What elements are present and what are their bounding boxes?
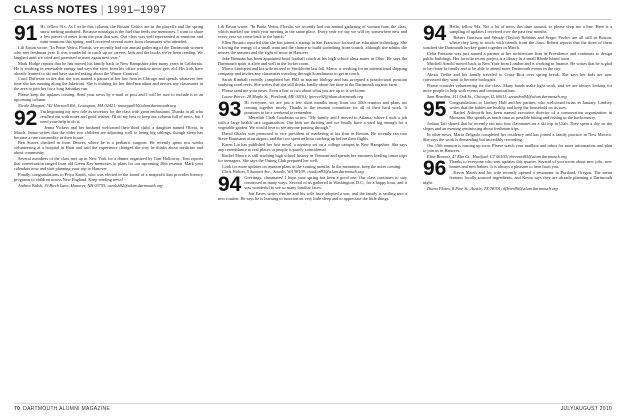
paragraph: In other news, Maria Delgado completed her residency and has joined a family practice in New Mexico. She says the work is demanding but incredibly rewarding. xyxy=(423,131,612,142)
class-secretary-contact: Diana Flores, 8 Pine St., Austin, TX 78701; dflores96@alum.dartmouth.org xyxy=(427,185,558,191)
class-year-number: 91 xyxy=(14,24,38,45)
paragraph: Please consider volunteering for the class. Many hands make light work, and we are always looking for more people to help with events and communications. xyxy=(423,82,612,93)
paragraph: Look for more updates on reunion plans in the coming months. In the meantime, keep the notes coming. xyxy=(222,163,402,169)
section-title-text: CLASS NOTES xyxy=(14,4,98,16)
issue-date: JULY/AUGUST 2010 xyxy=(560,406,612,412)
paragraph: Lili Eason wrote: "In Ponte Vedra, Florida, we recently had our annual gathering of women from the class, which marked our tenth year meeting in the same place. Every year we say we will try somewhere new and every year we come back to the beach." xyxy=(218,24,407,39)
paragraph: Mark Hodge reports that he has moved his family back to New Hampshire after many years in California. He is working in renewable energy and says the view from his office window never gets old. His kids have already learned to ski and have started asking about the Winter Carnival. xyxy=(14,60,203,76)
class-year-number: 92 xyxy=(14,106,38,130)
paragraph: Robert Garrison and Wendy (Taylor) Robbins and Sergei Pavlov are all still in Boston, where they keep in touch with friends from the class. Robert reports that the three of them watched the Dartmouth hockey game together in March. xyxy=(423,34,612,50)
page-header xyxy=(14,5,612,20)
paragraph: Please send me your news. Even a line or two about what you are up to is welcome. xyxy=(222,87,367,93)
class-secretary-contact: Nicole Morgan, 742 Hartwell Rd., Lexington, MA 02421; nmorgan91@alum.dartmouth.org xyxy=(18,102,176,108)
paragraph: Celia Fontaine was just named a partner at her architecture firm in Providence and continues to design public buildings. Her favorite recent project is a library in a small Rhode Island town. xyxy=(423,50,612,61)
paragraph: Marco Lindqvist and his wife moved to Stockholm last fall. Marco is working for an international shipping company and invites any classmates traveling through Scandinavia to get in touch. xyxy=(218,66,407,77)
class-secretary-contact: Andrea Walsh, 19 Birch Lane, Hanover, NH 03755; awalsh92@alum.dartmouth.org xyxy=(18,182,163,188)
page-footer xyxy=(14,403,612,414)
paragraph: Thanks to everyone who sent updates this quarter. Several of you wrote about new jobs, new homes and new babies. It is always a pleasure to hear from you. xyxy=(449,159,612,170)
paragraph: Rachel Ashworth has been named executive director of a conservation organization in Montana. She spends as much time as possible hiking and fishing in the backcountry. xyxy=(449,110,612,121)
column-1 xyxy=(14,24,203,400)
paragraph: Finally, congratulations to Priya Kanth, who was elected to the board of a nonprofit that provides literacy programs to children across New England. Keep sending news! xyxy=(14,171,203,182)
paragraph: David Okafor was promoted to vice president of marketing at his firm in Boston. He recently ran into Steve Hartmann at an airport, and the two spent an hour catching up before their flights. xyxy=(218,131,407,142)
class-secretary-contact: Chris Walton, 5 Summit Ave., Seattle, WA 98109; cwalton93@alum.dartmouth.org xyxy=(222,169,364,175)
paragraph: Karen Liu has published her first novel, a mystery set on a college campus in New Hampshire. She says any resemblance to real places or people is purely coincidental. xyxy=(218,141,407,152)
paragraph: Jenna Vickers and her husband welcomed their third child, a daughter named Olivia, in March. Jenna writes that the older two children are adjusting well to being big siblings, though sleep has become a rare commodity in their house. xyxy=(14,124,203,140)
paragraph: Jon Eaves writes that he and his wife have adopted a son, and the family is settling into a new routine. He says he is learning to function on very little sleep and to appreciate the little things. xyxy=(218,190,407,201)
class-year-number: 96 xyxy=(423,157,447,181)
paragraph: Ben Soares checked in from Denver, where he is a pediatric surgeon. He recently spent two weeks volunteering at a hospital in Haiti and said the experience changed the way he thinks about medicine and about community. xyxy=(14,140,203,156)
magazine-name: DARTMOUTH ALUMNI MAGAZINE xyxy=(23,406,111,412)
paragraph: Meredith Clark Goodman writes: "My family and I moved to Atlanta, where I took a job with a large health care organization. Our kids are thriving and we finally have a yard big enough for a vegetable garden. We would love to see anyone passing through." xyxy=(218,115,407,131)
class-year-number: 94 xyxy=(218,173,242,197)
class-secretary-contact: Sam Reardon, 311 Oak St., Chicago, IL 60611; sreardon94@alum.dartmouth.org xyxy=(427,93,567,99)
class-year-number: 94 xyxy=(423,24,447,45)
paragraph: Please keep the updates coming. Send your news by e-mail or post and I will be sure to include it in an upcoming column. xyxy=(14,92,203,103)
class-years-range: 1991–1997 xyxy=(107,4,167,16)
column-2 xyxy=(218,24,407,400)
class-year-number: 93 xyxy=(218,97,242,121)
page-number: 70 xyxy=(14,406,21,412)
class-secretary-contact: Laura Pierce, 28 Maple St., Portland, ME 04101; lpierce92@alum.dartmouth.org xyxy=(222,93,364,99)
paragraph: I'm beginning my new role as secretary for the class with great enthusiasm. Thanks to all who reached out with notes and good wishes. I'll do my best to keep our column full of news, but I need your help to do it. xyxy=(40,108,203,124)
paragraph: Our 15th reunion is coming up soon. Please watch your mailbox and inbox for more information, and plan to join us in Hanover. xyxy=(423,142,612,153)
paragraph: Lili Eason wrote: "In Ponte Vedra, Florida, we recently had our annual gathering of the Dartmouth women who met freshman year. It was wonderful to catch up on careers, kids and the books we've been reading. We laughed until we cried and promised to meet again next year." xyxy=(14,44,203,60)
class-year-number: 95 xyxy=(423,97,447,121)
paragraph: Hi everyone, we are just a few short months away from our 20th reunion and plans are coming together nicely. Thanks to the reunion committee for all of their hard work. It promises to be a weekend to remember. xyxy=(244,99,407,115)
paragraph: Jake Brennan has been appointed head football coach at his high school alma mater in Ohio. He says the Dartmouth spirit is alive and well in the locker room. xyxy=(218,55,407,66)
paragraph: Hi, fellow 91s. As I write this column, the Boston Celtics are in the playoffs and the spring snow melting unabated. Because nostalgia is the fuel that feeds our memories, I want to share a few pieces of news from the year that was. Our class was well represented at reunions and mini-reunions this spring, and I received several notes from classmates who attended. xyxy=(40,24,203,44)
column-3 xyxy=(423,24,612,400)
paragraph: Several members of the class met up in New York for a dinner organized by Tom Holloway. Tom reports that conversation ranged from old Green Key memories to plans for our upcoming 20th reunion. Mark your calendars now and start planning your trip to Hanover. xyxy=(14,156,203,172)
paragraph: Sarah Kimball recently completed her PhD in marine biology and has accepted a postdoctoral position studying coral reefs. She writes that she still thinks fondly about her time at the Dartmouth organic farm. xyxy=(218,77,407,88)
paragraph: Rachel Moore is still teaching high school history in Vermont and spends her summers leading canoe trips for teenagers. She says the Outing Club prepared her well. xyxy=(218,152,407,163)
paragraph: Carol Dufresne writes that she was named a partner at her law firm in Chicago and spends whatever free time she has running along the lakefront. She is training for her third marathon and invites any classmates in the area to join her for a long Saturday run. xyxy=(14,76,203,92)
paragraph: Hello, fellow 94s. Not a lot of news this time around, so please drop me a line. Here is a sampling of updates I received over the past few months. xyxy=(449,24,612,34)
paragraph: Ellen Rosario reported that she has joined a startup in San Francisco focused on education technology. She is loving the energy of a small team and the chance to build something from scratch, although she admits she misses the seasons and the sight of snow in Hanover. xyxy=(218,39,407,55)
paragraph: Kevin Marsh and his wife recently opened a restaurant in Portland, Oregon. The menu features locally sourced ingredients, and Kevin says they are already planning a Dartmouth night. xyxy=(423,170,612,186)
class-secretary-contact: Elise Bennett, 47 Elm Ct., Hartford, CT 06105; ebennett95@alum.dartmouth.org xyxy=(427,153,567,159)
paragraph: Greetings, classmates! I hope your spring has been a good one. Our class continues to stay connected in many ways. Several of us gathered in Washington, D.C., for a happy hour, and it was wonderful to see so many familiar faces. xyxy=(244,175,407,191)
paragraph: Mitchell Arnold moved back to New York from London and is working in finance. He writes that he is glad to be closer to family and to be able to attend more Dartmouth events in the city. xyxy=(423,61,612,72)
paragraph: Joshua Taft shared that he recently ran into four classmates on a ski trip in Utah. They spent a day on the slopes and an evening reminiscing about freshman trips. xyxy=(423,121,612,132)
paragraph: Congratulations to Lindsey Hull and her partner, who welcomed twins in January. Lindsey writes that the babies are healthy and keep the household on its toes. xyxy=(449,99,612,110)
footer-left xyxy=(14,406,110,412)
paragraph: Alexis Tiefke and her family traveled to Costa Rica over spring break. She says her kids are now convinced they want to become biologists. xyxy=(423,72,612,83)
section-title: CLASS NOTES | 1991–1997 xyxy=(14,4,167,16)
